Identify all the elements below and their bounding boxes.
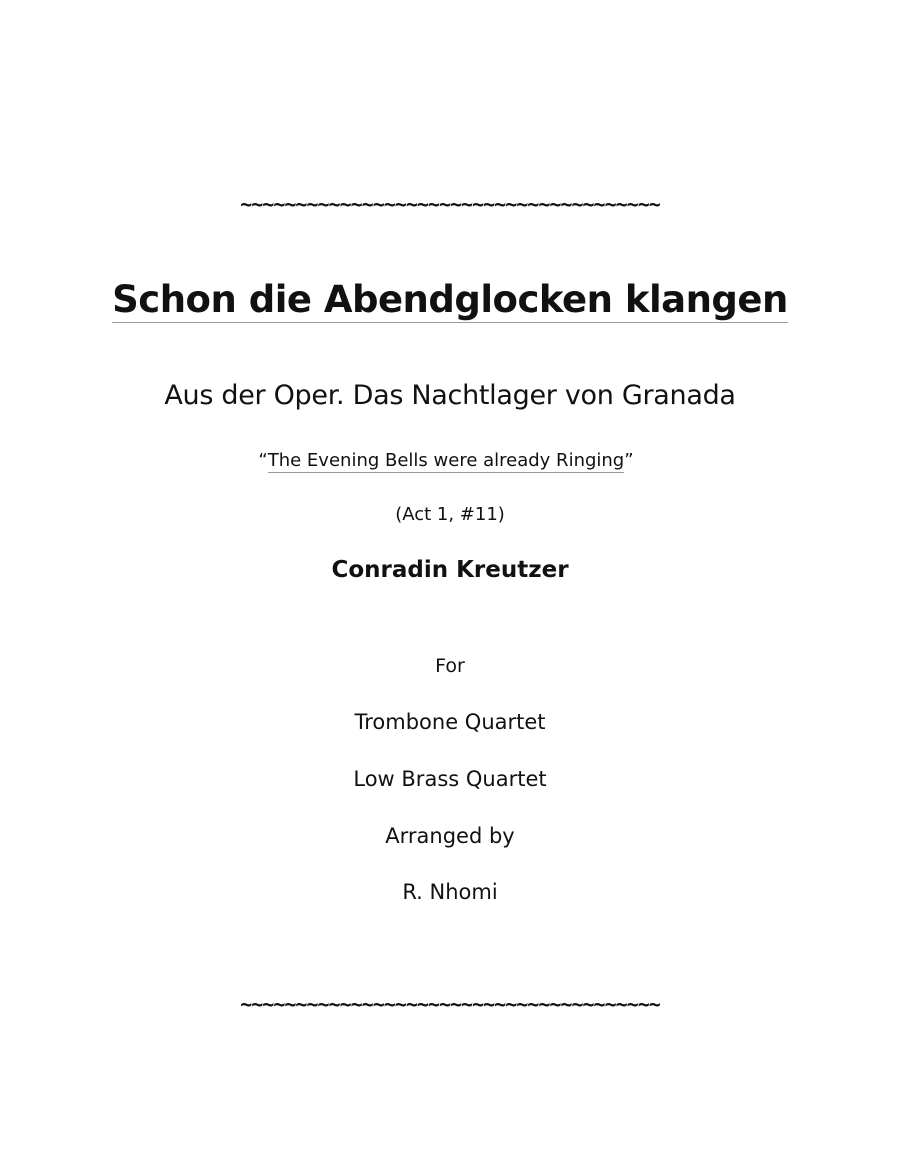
- arranged-by-label: Arranged by: [385, 824, 515, 848]
- instrumentation-low-brass-quartet: Low Brass Quartet: [353, 767, 547, 791]
- act-number: (Act 1, #11): [395, 504, 505, 525]
- english-translation: [0, 450, 896, 473]
- instrumentation-trombone-quartet: Trombone Quartet: [354, 710, 546, 734]
- translation-text: The Evening Bells were already Ringing: [267, 450, 625, 471]
- arranger-name: R. Nhomi: [402, 880, 498, 904]
- composer-name: Conradin Kreutzer: [331, 557, 569, 583]
- bottom-tilde-rule: ~~~~~~~~~~~~~~~~~~~~~~~~~~~~~~~~~~~~~~: [240, 992, 660, 1016]
- for-label: For: [435, 655, 465, 677]
- open-quote: “: [258, 450, 268, 471]
- close-quote: ”: [624, 450, 634, 471]
- title-text: Schon die Abendglocken klangen: [112, 278, 788, 321]
- subtitle: Aus der Oper. Das Nachtlager von Granada: [164, 380, 736, 411]
- page-title: [0, 278, 900, 323]
- top-tilde-rule: ~~~~~~~~~~~~~~~~~~~~~~~~~~~~~~~~~~~~~~: [240, 192, 660, 216]
